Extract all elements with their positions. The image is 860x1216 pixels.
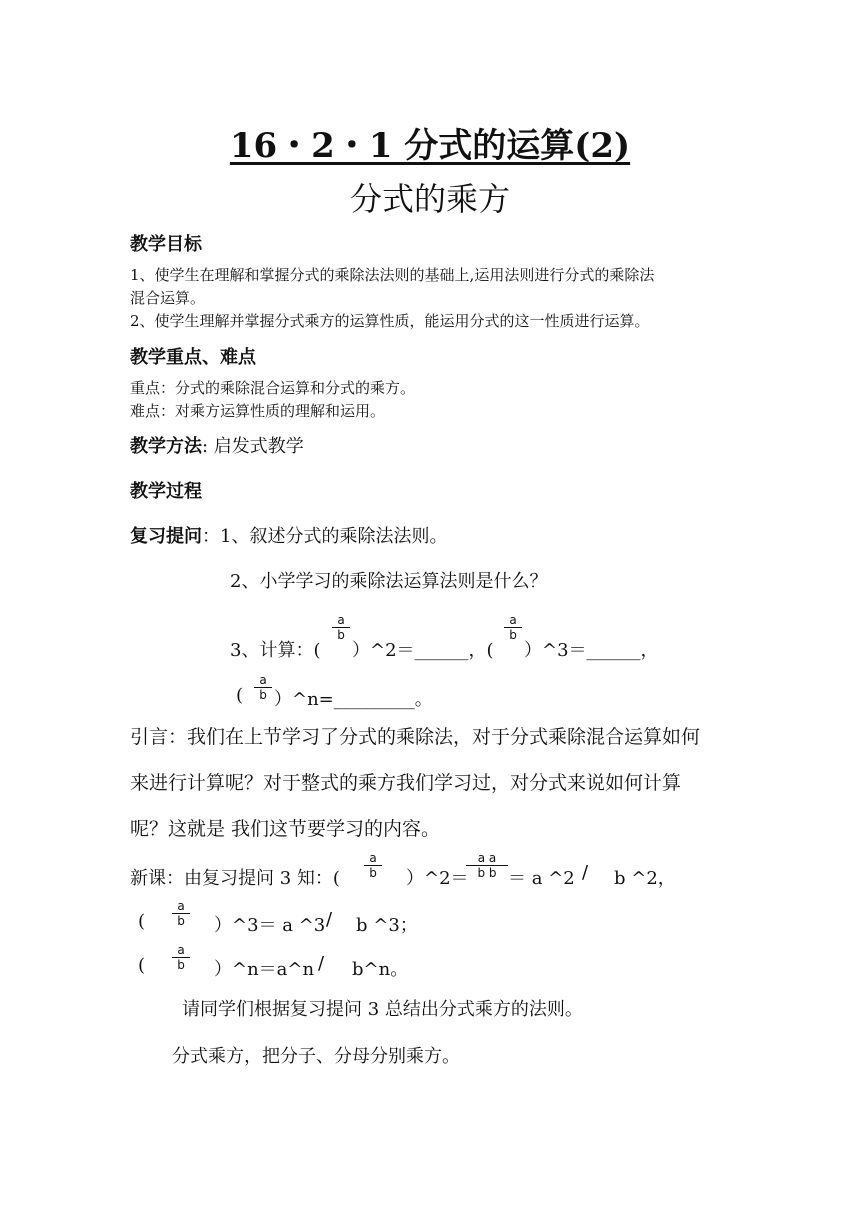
fraction-a-over-b (332, 614, 350, 641)
fraction-a-over-b (172, 900, 190, 927)
fraction-numerator: a (177, 943, 185, 957)
fraction-denominator: b (259, 688, 267, 702)
division-slash: / (326, 909, 333, 930)
newlesson-row2-end: b ^3； (356, 915, 418, 936)
fraction-numerator: a (177, 899, 185, 913)
method-line (130, 432, 304, 458)
newlesson-row1-mid: ）^2＝ (406, 868, 469, 889)
review-q1-line (130, 522, 447, 548)
newlesson-row2-open: ( (138, 911, 146, 932)
method-heading: 教学方法 (130, 436, 202, 457)
summary-prompt: 请同学们根据复习提问 3 总结出分式乘方的法则。 (182, 999, 583, 1020)
fraction-a-over-b (254, 674, 272, 701)
fraction-numerator: a (369, 851, 377, 865)
review-q3-line2-rest: ）^n=_________。 (274, 689, 433, 710)
fraction-numerator: a (337, 613, 345, 627)
review-q3-prefix: 3、计算：( (230, 640, 321, 661)
keypoints-heading: 教学重点、难点 (130, 347, 256, 368)
division-slash: / (318, 953, 325, 974)
fraction-numerator: a (259, 673, 267, 687)
fraction-denominator: b (177, 914, 185, 928)
fraction-denominator: b b (477, 866, 497, 880)
review-q3-line2-open: ( (236, 685, 244, 706)
newlesson-row1-end: b ^2， (614, 868, 676, 889)
intro-line-3: 呢？这就是 我们这节要学习的内容。 (130, 818, 441, 840)
newlesson-row2-mid: ）^3＝ a ^3 (214, 915, 326, 936)
division-slash: / (582, 862, 589, 883)
fraction-denominator: b (337, 628, 345, 642)
review-colon: ： (202, 526, 220, 547)
process-heading: 教学过程 (130, 481, 202, 502)
review-q2: 2、小学学习的乘除法运算法则是什么？ (230, 571, 548, 592)
review-q3-mid2: ）^3＝______， (524, 640, 659, 661)
objective-1-cont: 混合运算。 (130, 289, 206, 307)
power-rule: 分式乘方，把分子、分母分别乘方。 (172, 1046, 460, 1067)
objective-1: 1、使学生在理解和掌握分式的乘除法法则的基础上,运用法则进行分式的乘除法 (130, 266, 655, 284)
fraction-aa-over-bb (466, 852, 508, 879)
method-colon: : (202, 436, 209, 457)
fraction-denominator: b (509, 628, 517, 642)
review-q1: 1、叙述分式的乘除法法则。 (220, 526, 448, 547)
newlesson-prefix: 新课：由复习提问 3 知：( (130, 868, 340, 889)
fraction-a-over-b (504, 614, 522, 641)
review-label: 复习提问 (130, 526, 202, 547)
newlesson-row3-mid: ）^n＝a^n (214, 959, 315, 980)
keypoint-difficulty: 难点：对乘方运算性质的理解和运用。 (130, 402, 386, 420)
intro-line-1: 引言：我们在上节学习了分式的乘除法，对于分式乘除混合运算如何 (130, 726, 701, 748)
objectives-heading: 教学目标 (130, 234, 202, 255)
intro-line-2: 来进行计算呢？对于整式的乘方我们学习过，对分式来说如何计算 (130, 772, 682, 794)
newlesson-row1-eq: ＝ a ^2 (508, 868, 575, 889)
newlesson-row3-end: b^n。 (352, 959, 409, 980)
document-title: 16・2・1 分式的运算(2) (229, 126, 631, 166)
fraction-a-over-b (364, 852, 382, 879)
fraction-numerator: a (509, 613, 517, 627)
objective-2: 2、使学生理解并掌握分式乘方的运算性质，能运用分式的这一性质进行运算。 (130, 312, 650, 330)
keypoint-focus: 重点：分式的乘除混合运算和分式的乘方。 (130, 379, 416, 397)
fraction-denominator: b (369, 866, 377, 880)
fraction-numerator: a a (477, 851, 497, 865)
method-value: 启发式教学 (208, 436, 304, 457)
fraction-denominator: b (177, 958, 185, 972)
document-subtitle: 分式的乘方 (349, 180, 510, 218)
newlesson-row3-open: ( (138, 955, 146, 976)
review-q3-mid1: ）^2＝______，( (352, 640, 494, 661)
fraction-a-over-b (172, 944, 190, 971)
